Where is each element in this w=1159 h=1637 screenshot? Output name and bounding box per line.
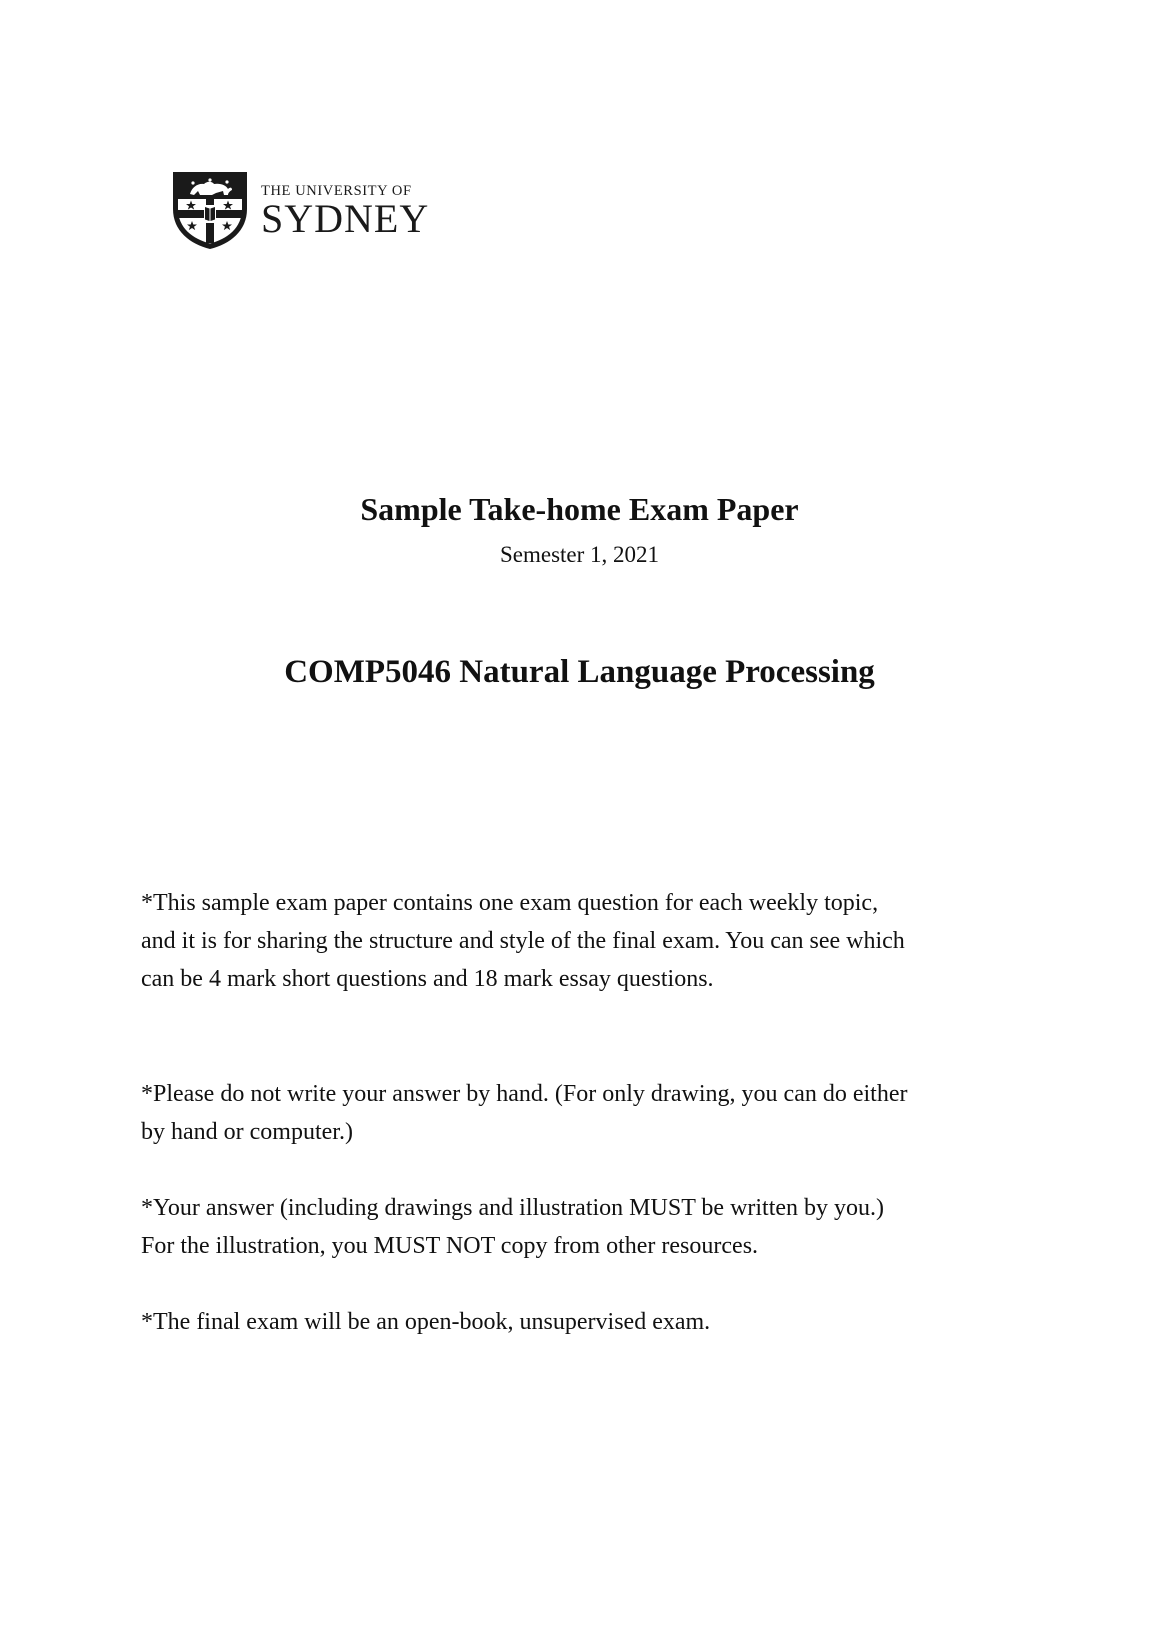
instruction-line: can be 4 mark short questions and 18 mark essay questions. [141, 966, 714, 992]
instruction-note [141, 1075, 1041, 1151]
course-title: COMP5046 Natural Language Processing [284, 654, 875, 690]
university-logo [170, 170, 429, 250]
instruction-note [141, 1189, 1041, 1265]
exam-title: Sample Take-home Exam Paper [360, 491, 799, 527]
instruction-line: *Please do not write your answer by hand. (For only drawing, you can do either [141, 1081, 908, 1107]
instruction-line: and it is for sharing the structure and style of the final exam. You can see which [141, 928, 905, 954]
instruction-line: *The final exam will be an open-book, unsupervised exam. [141, 1309, 711, 1335]
instruction-note [141, 1303, 1041, 1341]
instruction-line: *Your answer (including drawings and illustration MUST be written by you.) [141, 1195, 885, 1221]
university-wordmark [261, 182, 430, 241]
instruction-line: by hand or computer.) [141, 1119, 353, 1145]
instruction-note [141, 884, 1041, 998]
logo-main-text: SYDNEY [261, 195, 430, 241]
university-crest-icon [170, 169, 250, 251]
instruction-line: *This sample exam paper contains one exam question for each weekly topic, [141, 890, 879, 916]
logo-top-text: THE UNIVERSITY OF [261, 182, 412, 199]
instruction-line: For the illustration, you MUST NOT copy from other resources. [141, 1233, 759, 1259]
exam-semester: Semester 1, 2021 [499, 542, 660, 567]
